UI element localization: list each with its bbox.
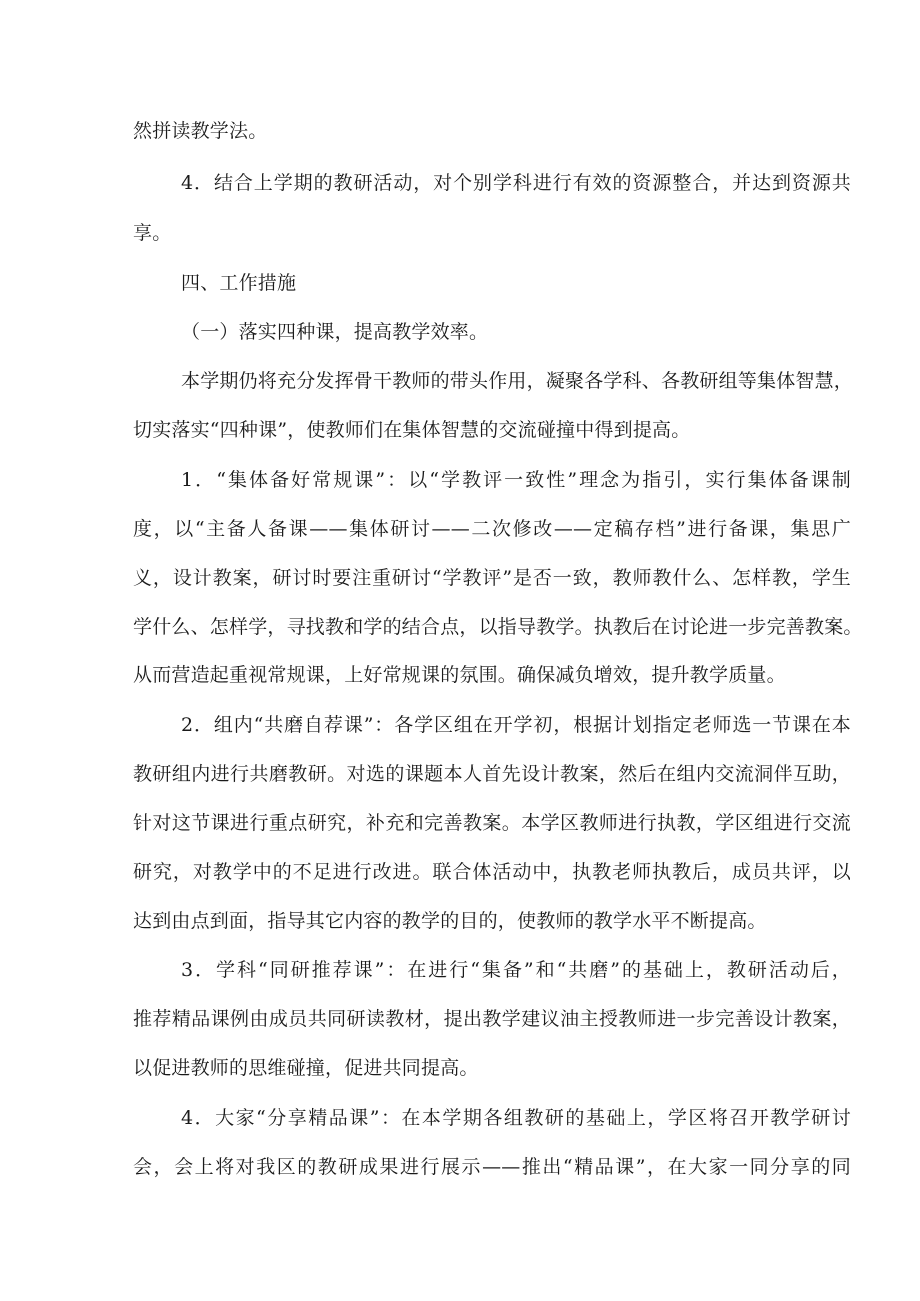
- text-line: 推荐精品课例由成员共同研读教材，提出教学建议油主授教师进一步完善设计教案，: [133, 1008, 851, 1030]
- text-line: 从而营造起重视常规课，上好常规课的氛围。确保减负增效，提升教学质量。: [133, 664, 786, 686]
- text-line: 会，会上将对我区的教研成果进行展示——推出“精品课”，在大家一同分享的同: [133, 1156, 851, 1178]
- text-line: 教研组内进行共磨教研。对选的课题本人首先设计教案，然后在组内交流洞伴互助，: [133, 763, 851, 785]
- text-line: 研究，对教学中的不足进行改进。联合体活动中，执教老师执教后，成员共评，以: [133, 861, 851, 883]
- text-line: 学什么、怎样学，寻找教和学的结合点，以指导教学。执教后在讨论进一步完善教案。: [133, 616, 863, 638]
- text-line: 义，设计教案，研讨时要注重研讨“学教评”是否一致，教师教什么、怎样教，学生: [133, 567, 851, 589]
- subsection-heading: （一）落实四种课，提高教学效率。: [181, 321, 489, 343]
- text-line: 4．大家“分享精品课”：在本学期各组教研的基础上，学区将召开教学研讨: [181, 1107, 851, 1129]
- text-line: 针对这节课进行重点研究，补充和完善教案。本学区教师进行执教，学区组进行交流: [133, 812, 851, 834]
- text-line: 1．“集体备好常规课”：以“学教评一致性”理念为指引，实行集体备课制: [181, 469, 851, 491]
- text-line: 2．组内“共磨自荐课”：各学区组在开学初，根据计划指定老师选一节课在本: [181, 714, 851, 736]
- text-line: 4．结合上学期的教研活动，对个别学科进行有效的资源整合，并达到资源共: [181, 172, 851, 194]
- text-line: 3．学科“同研推荐课”：在进行“集备”和“共磨”的基础上，教研活动后，: [181, 959, 851, 981]
- text-line: 以促进教师的思维碰撞，促进共同提高。: [133, 1057, 479, 1079]
- text-line: 切实落实“四种课”，使教师们在集体智慧的交流碰撞中得到提高。: [133, 419, 691, 441]
- text-line: 达到由点到面，指导其它内容的教学的目的，使教师的教学水平不断提高。: [133, 910, 767, 932]
- text-line: 享。: [133, 222, 172, 244]
- text-line: 然拼读教学法。: [133, 120, 268, 142]
- section-heading: 四、工作措施: [181, 272, 297, 294]
- text-line: 度，以“主备人备课——集体研讨——二次修改——定稿存档”进行备课，集思广: [133, 518, 851, 540]
- text-line: 本学期仍将充分发挥骨干教师的带头作用，凝聚各学科、各教研组等集体智慧，: [181, 370, 854, 392]
